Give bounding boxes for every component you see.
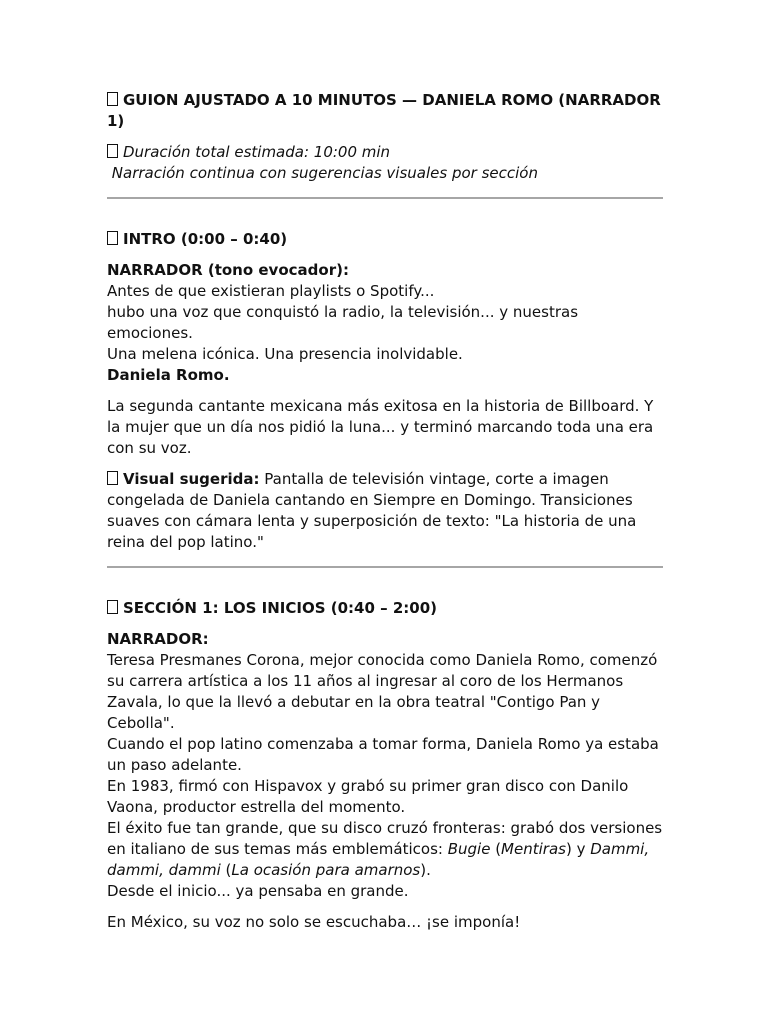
intro-heading <box>107 229 663 250</box>
text-run: ( <box>490 840 502 858</box>
duration-line <box>107 142 663 163</box>
section1-paragraph: Desde el inicio... ya pensaba en grande. <box>107 882 409 900</box>
intro-line: Antes de que existieran playlists o Spotify... <box>107 282 435 300</box>
intro-paragraph: La segunda cantante mexicana más exitosa en la historia de Billboard. Y la mujer que un día nos pidió la luna... y terminó marcando toda una era con su voz. <box>107 397 654 457</box>
divider <box>107 566 663 568</box>
document-page <box>107 90 663 933</box>
document-title <box>107 90 663 132</box>
camera-icon <box>107 471 118 485</box>
clapper-icon <box>107 92 118 106</box>
section1-narrator-label: NARRADOR: <box>107 630 209 648</box>
document-subtitle <box>107 163 663 184</box>
section1-paragraph: En 1983, firmó con Hispavox y grabó su primer gran disco con Danilo Vaona, productor estrella del momento. <box>107 777 629 816</box>
section1-heading-text: SECCIÓN 1: LOS INICIOS (0:40 – 2:00) <box>123 599 437 617</box>
intro-line: Una melena icónica. Una presencia inolvidable. <box>107 345 463 363</box>
section1-closing: En México, su voz no solo se escuchaba… ¡se imponía! <box>107 913 521 931</box>
clock-icon <box>107 144 118 158</box>
text-run: ) y <box>565 840 591 858</box>
section1-paragraph <box>107 818 663 881</box>
section1-paragraph: Cuando el pop latino comenzaba a tomar forma, Daniela Romo ya estaba un paso adelante. <box>107 735 659 774</box>
duration-text: Duración total estimada: 10:00 min <box>123 143 391 161</box>
intro-narrator-label: NARRADOR (tono evocador): <box>107 261 349 279</box>
song-title: La ocasión para amarnos <box>231 861 421 879</box>
divider <box>107 197 663 199</box>
visual-text: Pantalla de televisión vintage, corte a imagen congelada de Daniela cantando en Siempre en Domingo. Transiciones suaves con cámara lenta y superposición de texto: "La historia de una reina del pop latino." <box>107 470 637 551</box>
section1-heading <box>107 598 663 619</box>
intro-heading-text: INTRO (0:00 – 0:40) <box>123 230 288 248</box>
song-title: Dammi, dammi, dammi <box>107 840 650 879</box>
section1-paragraph: Teresa Presmanes Corona, mejor conocida como Daniela Romo, comenzó su carrera artística a los 11 años al ingresar al coro de los Hermanos Zavala, lo que la llevó a debutar en la obra teatral "Contigo Pan y Cebolla". <box>107 651 658 732</box>
text-run: El éxito fue tan grande, que su disco cruzó fronteras: grabó dos versiones en italiano de sus temas más emblemáticos: <box>107 819 663 858</box>
song-title: Bugie <box>447 840 491 858</box>
document-subtitle-text: Narración continua con sugerencias visuales por sección <box>111 164 538 182</box>
star-icon <box>107 600 118 614</box>
intro-visual-note <box>107 469 663 553</box>
intro-line: hubo una voz que conquistó la radio, la televisión... y nuestras emociones. <box>107 303 579 342</box>
song-title: Mentiras <box>501 840 566 858</box>
music-icon <box>107 231 118 245</box>
text-run: ). <box>420 861 431 879</box>
visual-label: Visual sugerida: <box>123 470 260 488</box>
text-run: ( <box>220 861 232 879</box>
intro-name: Daniela Romo. <box>107 366 230 384</box>
document-title-text: GUION AJUSTADO A 10 MINUTOS — DANIELA ROMO (NARRADOR 1) <box>107 91 661 130</box>
